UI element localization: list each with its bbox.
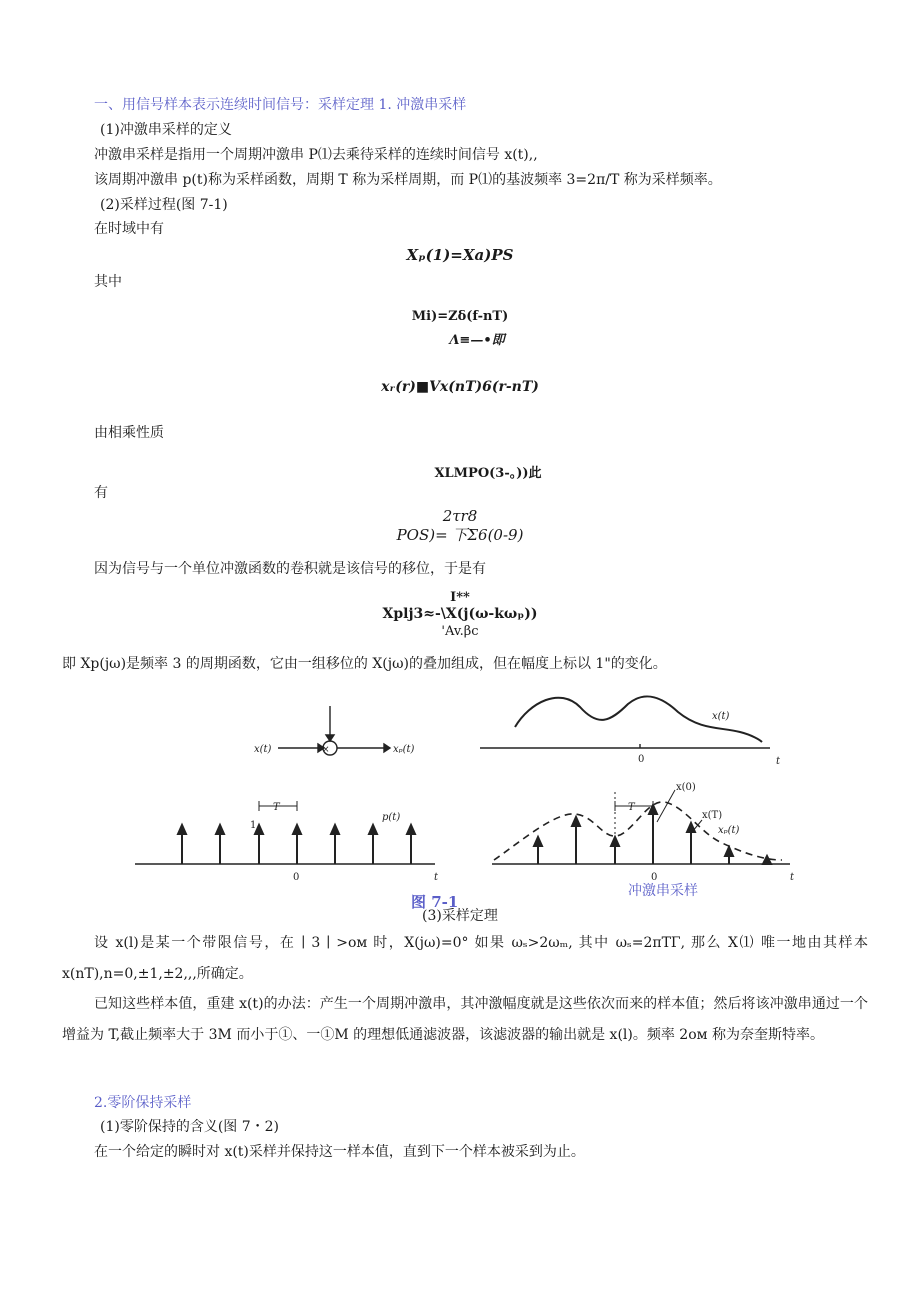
figure-caption: 图 7-1	[411, 893, 459, 911]
paragraph: 已知这些样本值，重建 x(t)的办法：产生一个周期冲激串，其冲激幅度就是这些依次而来的样本值；然后将该冲激串通过一个增益为 T,截止频率大于 3M 而小于①、一①M 的理想低通滤波器，该滤波器的输出就是 x(l)。频率 2ᴏᴍ 称为奈奎斯特率。	[62, 996, 868, 1043]
paragraph-line: 由相乘性质	[94, 425, 164, 441]
equation: Mi)=Zδ(f-nT)	[411, 309, 509, 324]
figure-label-zero-right: 0	[651, 872, 658, 883]
figure-label-t-right: t	[790, 872, 795, 883]
paragraph: 设 x(l)是某一个带限信号，在 ∣ 3 ∣ >ᴏᴍ 时，X(jω)=0° 如果 ωₛ>2ωₘ, 其中 ωₛ=2πTΓ, 那么 X⑴ 唯一地由其样本 x(nT),n=0,±1,±2,,,所确定。	[62, 935, 868, 982]
equation: Λ≡—•即	[449, 333, 505, 348]
paragraph-line: 其中	[94, 274, 122, 290]
section-heading: 一、用信号样本表示连续时间信号：采样定理 1. 冲激串采样	[94, 97, 467, 113]
figure-label-xT: x(T)	[702, 810, 723, 821]
subheading-theorem: (3)采样定理	[422, 908, 498, 924]
figure-label-t-left: t	[434, 872, 439, 883]
figure-label-t: t	[776, 756, 781, 767]
figure-label-one: 1	[250, 820, 257, 831]
subheading-process: (2)采样过程(图 7-1)	[100, 197, 228, 213]
equation: xᵣ(r)■Vx(nT)6(r-nT)	[381, 379, 539, 395]
equation: Xplj3≈-\X(j(ω-kωₚ))	[382, 606, 538, 622]
figure-label-period-right: T	[628, 802, 635, 813]
figure-label-x0: x(0)	[676, 782, 696, 793]
figure-7-1	[0, 682, 920, 922]
section-heading: 2.零阶保持采样	[94, 1095, 192, 1111]
equation: 2τr8	[442, 507, 478, 525]
subheading-zoh: (1)零阶保持的含义(图 7・2)	[100, 1119, 280, 1135]
paragraph-line: 冲激串采样是指用一个周期冲激串 P⑴去乘待采样的连续时间信号 x(t),,	[94, 147, 538, 163]
equation: I**	[450, 590, 470, 605]
figure-label-xt-right: x(t)	[712, 711, 730, 722]
equation: Xₚ(1)=Xa)PS	[406, 246, 514, 264]
equation: XLMPO(3-。))此	[434, 466, 542, 481]
subheading-definition: (1)冲激串采样的定义	[100, 122, 232, 138]
equation: 'Av.βc	[441, 624, 479, 639]
paragraph-line: 该周期冲激串 p(t)称为采样函数，周期 T 称为采样周期，而 P⑴的基波频率 3=2π/T 称为采样频率。	[94, 172, 722, 188]
figure-label-xpt: xₚ(t)	[393, 744, 415, 755]
equation: POS)= 下Σ6(0-9)	[396, 526, 524, 544]
multiplier-icon: ×	[322, 745, 330, 755]
figure-label-zero: 0	[638, 754, 645, 765]
paragraph-line: 即 Xp(jω)是频率 3 的周期函数，它由一组移位的 X(jω)的叠加组成，但在幅度上标以 1"的变化。	[62, 656, 667, 672]
figure-label-pt: p(t)	[382, 812, 401, 823]
figure-caption-title: 冲激串采样	[628, 883, 698, 899]
figure-label-xt: x(t)	[254, 744, 272, 755]
paragraph-line: 因为信号与一个单位冲激函数的卷积就是该信号的移位，于是有	[94, 561, 486, 577]
figure-label-period: T	[273, 802, 280, 813]
figure-label-xpt-right: xₚ(t)	[718, 825, 740, 836]
paragraph-line: 有	[94, 485, 108, 501]
paragraph-line: 在时域中有	[94, 221, 164, 237]
paragraph-line: 在一个给定的瞬时对 x(t)采样并保持这一样本值，直到下一个样本被采到为止。	[94, 1144, 585, 1160]
figure-label-zero-left: 0	[293, 872, 300, 883]
